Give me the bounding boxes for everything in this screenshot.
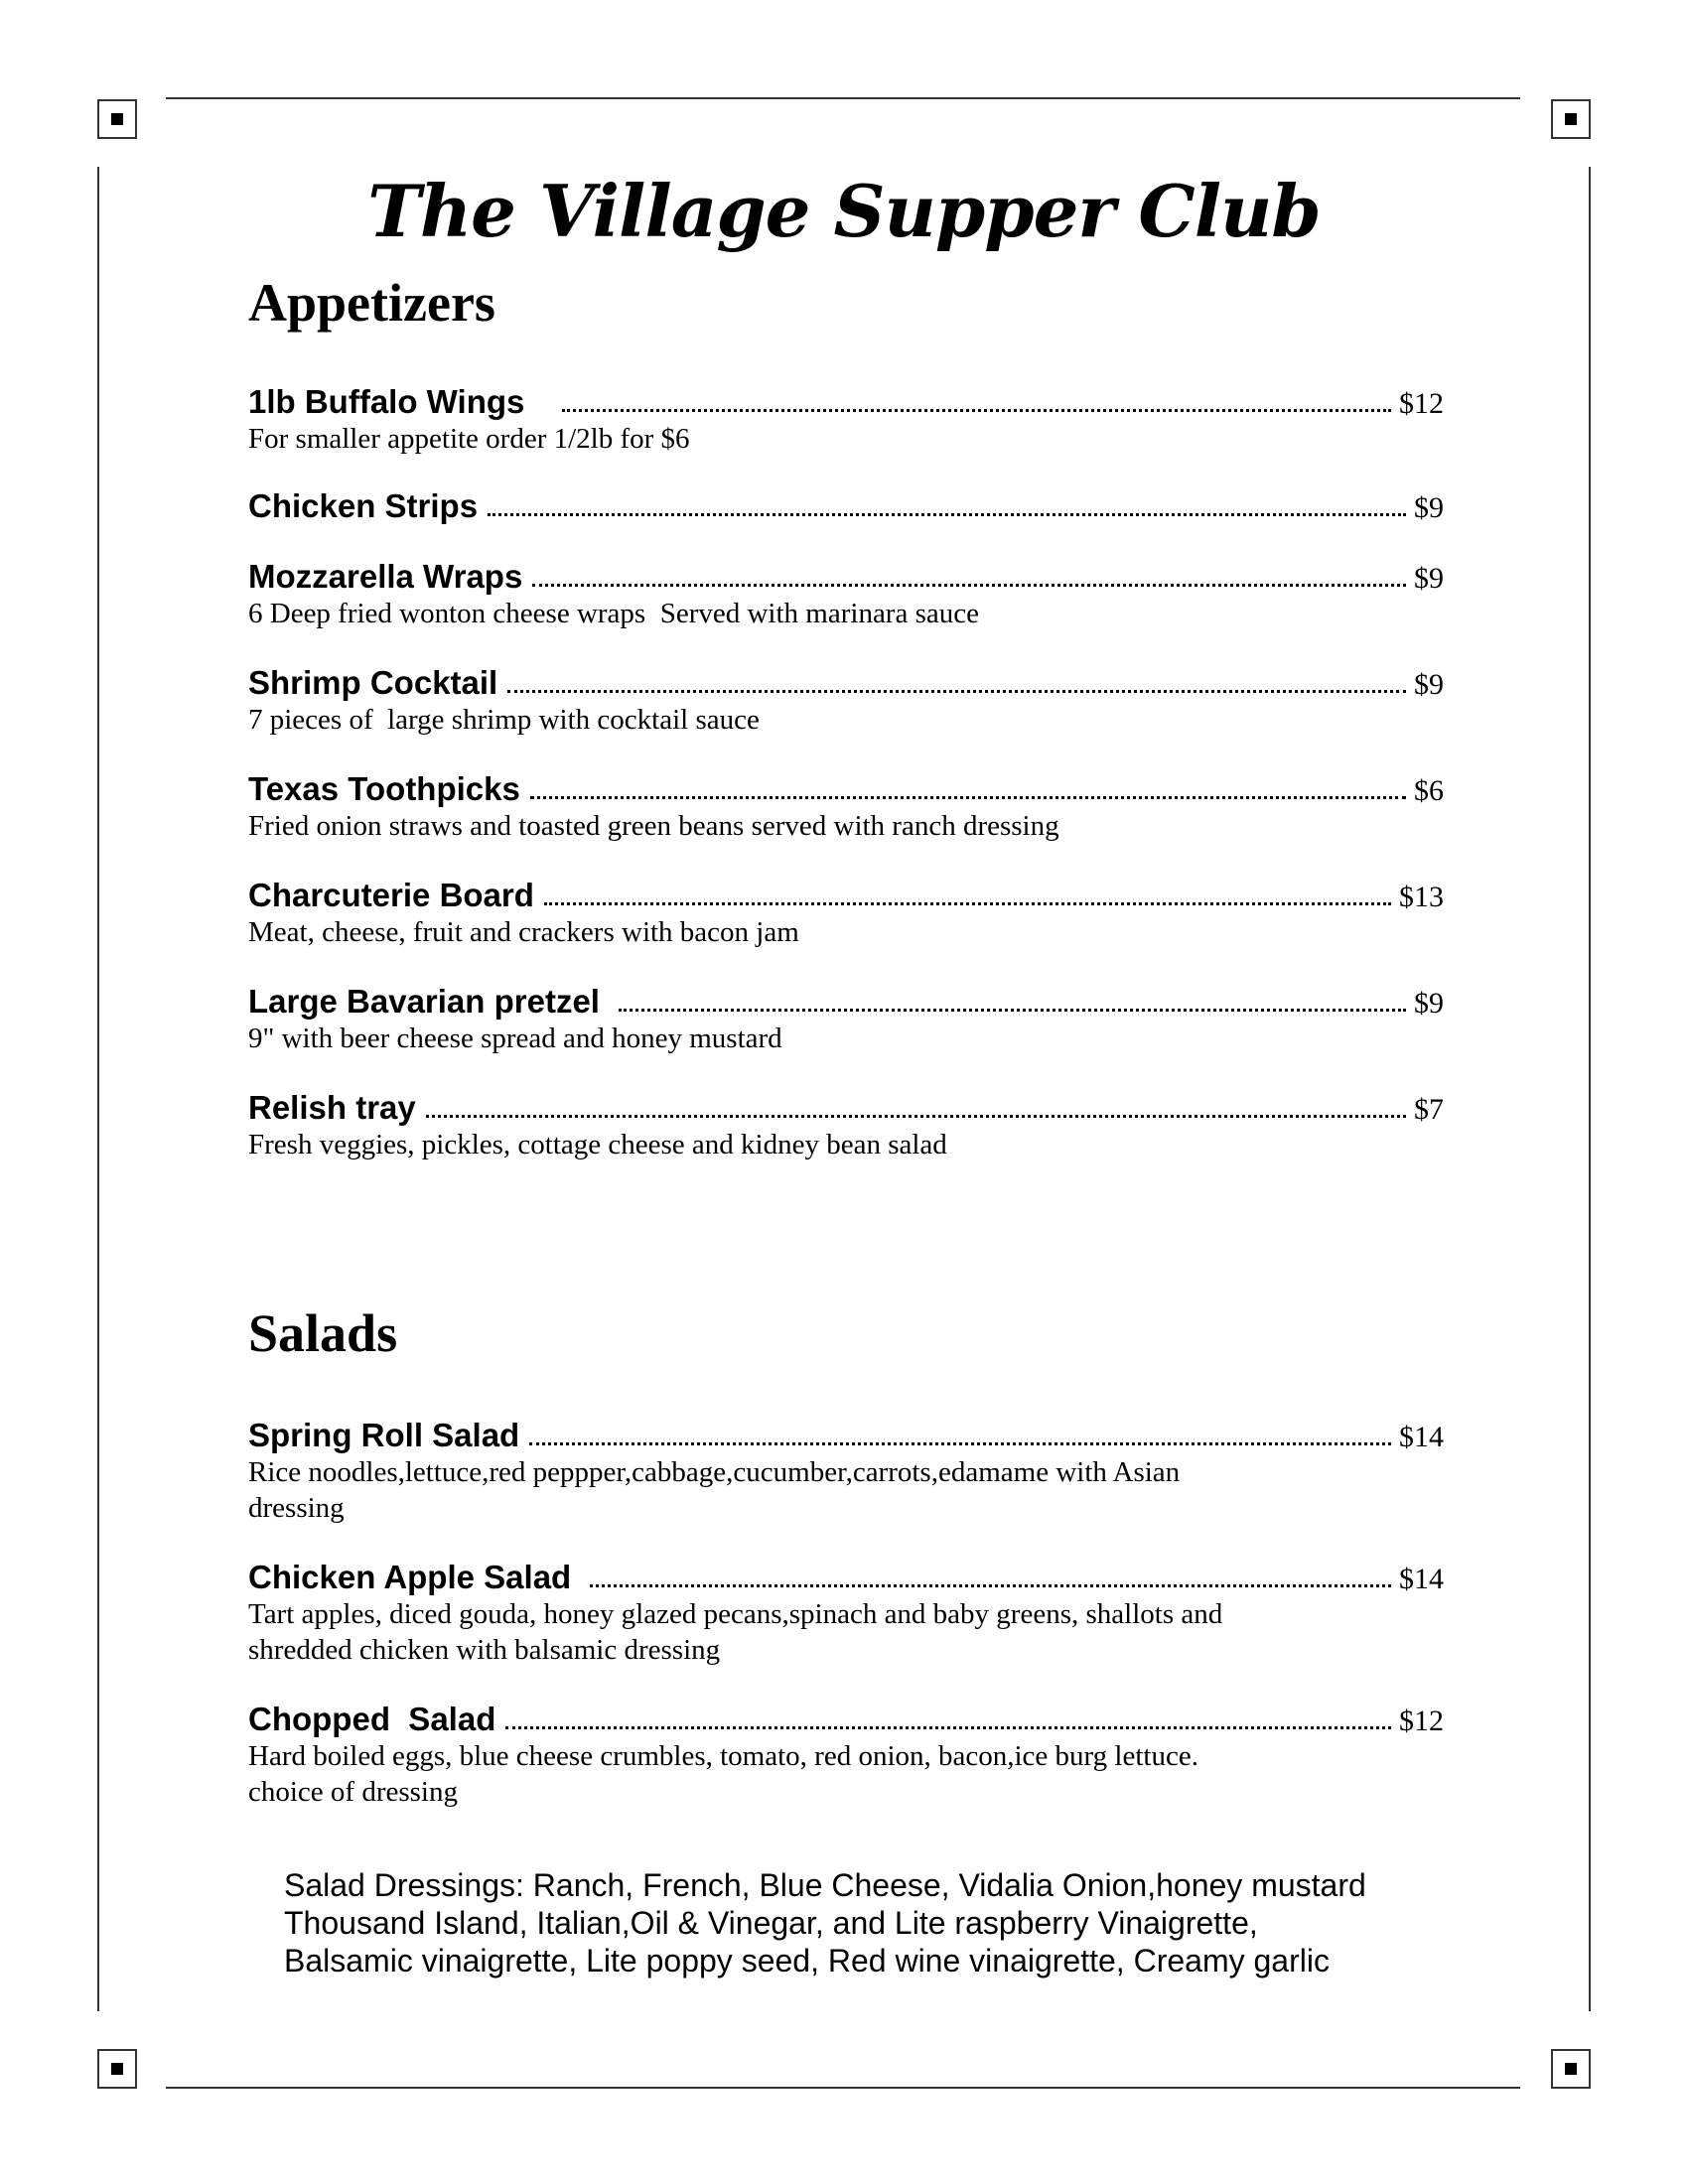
dot-leader <box>590 1559 1391 1596</box>
menu-item <box>248 1701 1444 1810</box>
dressings-line: Balsamic vinaigrette, Lite poppy seed, Red wine vinaigrette, Creamy garlic <box>284 1943 1330 1979</box>
menu-item <box>248 1089 1444 1162</box>
item-price: $9 <box>1414 562 1444 595</box>
item-description: Rice noodles,lettuce,red peppper,cabbage,cucumber,carrots,edamame with Asian dressing <box>248 1456 1181 1524</box>
item-price: $9 <box>1414 987 1444 1020</box>
right-border-line <box>1589 167 1591 2011</box>
corner-square-icon <box>97 2049 137 2089</box>
dot-leader <box>507 664 1406 702</box>
dot-leader <box>505 1701 1391 1738</box>
item-name: Spring Roll Salad <box>248 1417 520 1453</box>
top-border-line <box>166 97 1520 99</box>
dot-leader <box>488 487 1406 525</box>
item-description: 6 Deep fried wonton cheese wraps Served with marinara sauce <box>248 598 979 629</box>
item-description: Fried onion straws and toasted green beans served with ranch dressing <box>248 810 1059 842</box>
item-name: Chicken Apple Salad <box>248 1559 581 1595</box>
menu-item <box>248 770 1444 844</box>
menu-item <box>248 558 1444 631</box>
corner-square-icon <box>1551 2049 1591 2089</box>
item-price: $14 <box>1399 1421 1444 1453</box>
item-description: 9" with beer cheese spread and honey mustard <box>248 1023 782 1054</box>
left-border-line <box>97 167 99 2011</box>
item-price: $12 <box>1399 1705 1444 1737</box>
item-description: Hard boiled eggs, blue cheese crumbles, tomato, red onion, bacon,ice burg lettuce. choice of dressing <box>248 1740 1198 1808</box>
item-description: Meat, cheese, fruit and crackers with bacon jam <box>248 916 799 948</box>
item-price: $6 <box>1414 774 1444 807</box>
item-description: Tart apples, diced gouda, honey glazed pecans,spinach and baby greens, shallots and shredded chicken with balsamic dressing <box>248 1598 1223 1666</box>
item-price: $9 <box>1414 668 1444 701</box>
dot-leader <box>426 1089 1406 1127</box>
salads-heading: Salads <box>248 1303 398 1363</box>
menu-item <box>248 664 1444 738</box>
item-name: Chopped Salad <box>248 1701 496 1737</box>
appetizers-heading: Appetizers <box>248 273 495 333</box>
item-description: For smaller appetite order 1/2lb for $6 <box>248 423 690 455</box>
page-title: The Village Supper Club <box>367 169 1321 253</box>
bottom-border-line <box>166 2087 1520 2089</box>
item-price: $13 <box>1399 881 1444 913</box>
corner-square-icon <box>1551 99 1591 139</box>
item-name: Shrimp Cocktail <box>248 664 498 701</box>
item-price: $14 <box>1399 1563 1444 1595</box>
item-name: Large Bavarian pretzel <box>248 983 610 1020</box>
dot-leader <box>619 983 1406 1021</box>
item-name: Charcuterie Board <box>248 877 534 913</box>
menu-item <box>248 487 1444 525</box>
dot-leader <box>562 383 1391 421</box>
item-name: Mozzarella Wraps <box>248 558 523 595</box>
item-name: Texas Toothpicks <box>248 770 520 807</box>
item-name: Relish tray <box>248 1089 416 1126</box>
menu-item <box>248 983 1444 1056</box>
item-name: Chicken Strips <box>248 487 479 524</box>
item-description: 7 pieces of large shrimp with cocktail sauce <box>248 704 760 736</box>
item-price: $12 <box>1399 387 1444 420</box>
corner-square-icon <box>97 99 137 139</box>
dot-leader <box>532 558 1406 596</box>
item-price: $9 <box>1414 491 1444 524</box>
item-name: 1lb Buffalo Wings <box>248 383 552 420</box>
dressings-line: Thousand Island, Italian,Oil & Vinegar, and Lite raspberry Vinaigrette, <box>284 1905 1258 1941</box>
item-price: $7 <box>1414 1093 1444 1126</box>
menu-item <box>248 877 1444 950</box>
menu-item <box>248 1559 1444 1668</box>
item-description: Fresh veggies, pickles, cottage cheese and kidney bean salad <box>248 1129 947 1160</box>
salad-dressings-note <box>284 1866 1476 1979</box>
dot-leader <box>530 770 1406 808</box>
menu-item <box>248 383 1444 457</box>
dressings-line: Salad Dressings: Ranch, French, Blue Cheese, Vidalia Onion,honey mustard <box>284 1867 1366 1903</box>
menu-item <box>248 1417 1444 1526</box>
dot-leader <box>529 1417 1391 1454</box>
dot-leader <box>544 877 1391 914</box>
